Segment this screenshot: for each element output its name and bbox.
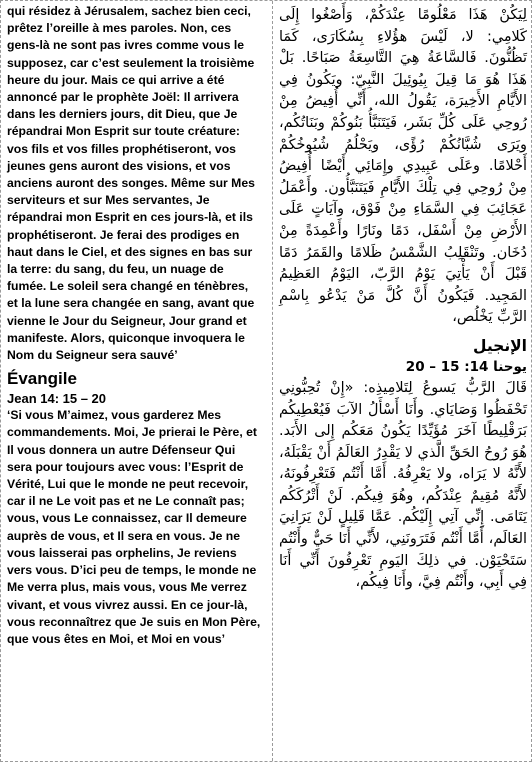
arabic-reading-text: لِيَكُنْ هَذَا مَعْلُومًا عِنْدَكُمْ، وَأَصْغُوا إِلَى كَلامِي: لا، لَيْسَ هؤُلاءِ بِسُكَارَى، كَمَا تَظُنُّونَ. فَالسَّاعَةُ هِيَ التَّاسِعَةُ صَبَاحًا. بَلْ هَذَا هُوَ مَا قِيلَ بِيُوئِيلَ النَّبِيّ: ويَكُونُ فِي الأَيَّامِ الأَخِيرَة، يَقُولُ الله، أَنِّي أُفِيضُ مِنْ رُوحِي عَلَى كُلِّ بَشَر، فَيَتَنَبَّأُ بَنُوكُمْ وبَنَاتُكُم، ويَرَى شُبَّانُكُمْ رُؤًى، ويَحْلُمُ شُيُوخُكُمْ أَحْلامًا. وعَلَى عَبِيدِي وإِمَائِي أَيْضًا أُفِيضُ مِنْ رُوحِي فِي تِلْكَ الأَيَّامِ فَيَتَنَبَّأُون. وأَعْمَلُ عَجَائِبَ فِي السَّمَاءِ مِنْ فَوْق، وآيَاتٍ عَلَى الأَرْضِ مِنْ أَسْفَل، دَمًا ونَارًا وأَعْمِدَةً مِنْ دُخَان. وتَنْقَلِبُ الشَّمْسُ ظَلامًا والقَمَرُ دَمًا قَبْلَ أَنْ يَأْتِيَ يَوْمُ الرَّبّ، اليَوْمُ العَظِيمُ المَجِيد. فَيَكُونُ أَنَّ كُلَّ مَنْ يَدْعُو بِاسْمِ الرَّبِّ يَخْلُص، — [279, 7, 527, 326]
french-gospel-title: Évangile — [7, 369, 77, 389]
french-reading-text: qui résidez à Jérusalem, sachez bien ceci, prêtez l’oreille à mes paroles. Non, ces gens-là ne sont pas ivres comme vous le supposez, car c’est seulement la troisième heure du jour. Mais ce qui arrive a été annoncé par le prophète Joël: Il arrivera dans les derniers jours, dit Dieu, que Je répandrai Mon Esprit sur toute créature: vos fils et vos filles prophétiseront, vos jeunes gens auront des visions, et vos anciens auront des songes. Même sur Mes serviteurs et sur Mes servantes, Je répandrai mon Esprit en ces jours-là, et ils prophétiseront. Je ferai des prodiges en haut dans le Ciel, et des signes en bas sur la terre: du sang, du feu, un nuage de fumée. Le soleil sera changé en ténèbres, et la lune sera changée en sang, avant que vienne le Jour du Seigneur, Jour grand et manifeste. Alors, quiconque invoquera le Nom du Seigneur sera sauvé’ — [7, 4, 255, 363]
french-gospel-text: ‘Si vous M’aimez, vous garderez Mes commandements. Moi, Je prierai le Père, et Il vous donnera un autre Défenseur Qui sera pour toujours avec vous: l’Esprit de Vérité, Lui que le monde ne peut recevoir, car il ne Le voit pas et ne Le connaît pas; vous, vous Le connaissez, car Il demeure auprès de vous, et Il sera en vous. Je ne vous laisserai pas orphelins, Je reviens vers vous. D’ici peu de temps, le monde ne Me verra plus, mais vous, vous Me verrez vivant, et vous vivrez aussi. En ce jour-là, vous reconnaîtrez que Je suis en Mon Père, que vous êtes en Moi, et Moi en vous’ — [7, 408, 261, 646]
arabic-gospel-reference: يوحنا 14: 15 – 20 — [405, 358, 527, 375]
french-column — [3, 1, 265, 761]
french-gospel-reference: Jean 14: 15 – 20 — [7, 391, 107, 407]
arabic-gospel-text: قَالَ الرَّبُّ يَسوعُ لِتَلامِيذِه: «إِنْ تُحِبُّونِي تَحْفَظُوا وَصَايَاي. وأَنَا أَسْأَلُ الآبَ فَيُعْطِيكُم بَرَقْلِيطًا آخَرَ مُؤَيِّدًا يَكُونُ مَعَكُم إِلى الأَبَد. هُوَ رُوحُ الحَقِّ الَّذي لا يَقْدِرُ العَالَمُ أَنْ يَقْبَلَهُ، لأَنَّهُ لا يَرَاه، ولا يَعْرِفُهُ. أَمَّا أَنْتُم فَتَعْرِفُونَهُ، لأَنَّهُ مُقِيمٌ عِنْدَكُم، وهُوَ فِيكُم. لَنْ أَتْرُكَكُم يَتَامَى. إِنِّي آتِي إِلَيْكُم. عَمَّا قَلِيلٍ لَنْ يَرَانِيَ العَالَم، أَمَّا أَنْتُم فَتَرَونَنِي، لأَنِّي أَنَا حَيٌّ وأَنْتُم سَتَحْيَوْن. في ذلِكَ اليَومِ تَعْرِفُونَ أَنِّي أَنَا فِي أَبِي، وأَنْتُم فِيَّ، وأَنَا فِيكُم، — [279, 379, 527, 591]
arabic-column — [277, 1, 529, 761]
column-divider — [272, 1, 273, 761]
arabic-gospel-title: الإنجيل — [472, 336, 527, 355]
